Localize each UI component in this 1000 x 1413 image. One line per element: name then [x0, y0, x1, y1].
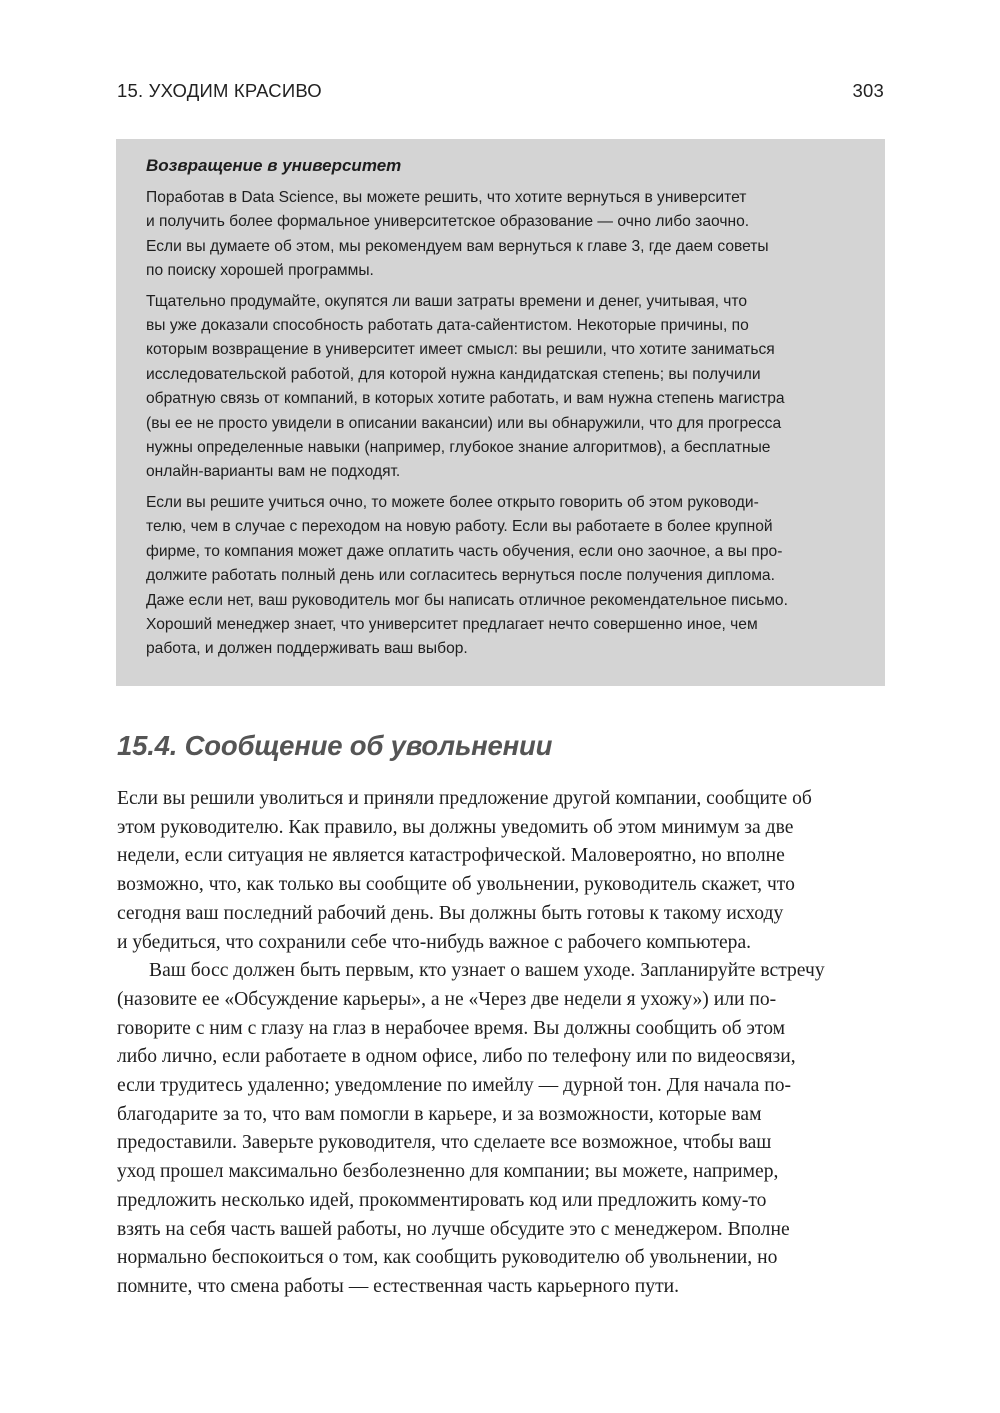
chapter-title: 15. УХОДИМ КРАСИВО [117, 80, 322, 101]
body-paragraph: Ваш босс должен быть первым, кто узнает о вашем уходе. Запланируйте встречу (назовите ее «Обсуждение карьеры», а не «Через две недели я ухожу») или по- говорите с ним с глазу на глаз в нерабочее время. Вы должны сообщить об этом либо лично, если работаете в одном офисе, либо по телефону или по видеосвязи, если трудитесь удаленно; уведомление по имейлу — дурной тон. Для начала по- благодарите за то, что вам помогли в карьере, и за возможности, которые вам предоставили. Заверьте руководителя, что сделаете все возможное, чтобы ваш уход прошел максимально безболезненно для компании; вы можете, например, предложить несколько идей, прокомментировать код или предложить кому-то взять на себя часть вашей работы, но лучше обсудите это с менеджером. Вполне нормально беспокоиться о том, как сообщить руководителю об увольнении, но помните, что смена работы — естественная часть карьерного пути. [117, 960, 825, 1297]
page-number: 303 [852, 80, 884, 101]
running-header [117, 80, 884, 110]
sidebar-paragraph: Тщательно продумайте, окупятся ли ваши затраты времени и денег, учитывая, что вы уже доказали способность работать дата-сайентистом. Некоторые причины, по которым возвращение в университет имеет смысл: вы решили, что хотите заниматься исследовательской работой, для которой нужна кандидатская степень; вы получили обратную связь от компаний, в которых хотите работать, и вам нужна степень магистра (вы ее не просто увидели в описании вакансии) или вы обнаружили, что для прогресса нужны определенные навыки (например, глубокое знание алгоритмов), а бесплатные онлайн-варианты вам не подходят. [146, 292, 785, 481]
body-text [117, 785, 885, 1302]
sidebar-box [116, 139, 885, 686]
section-heading: 15.4. Сообщение об увольнении [117, 730, 553, 761]
sidebar-paragraph: Если вы решите учиться очно, то можете более открыто говорить об этом руководи- телю, чем в случае с переходом на новую работу. Если вы работаете в более крупной фирме, то компания может даже оплатить часть обучения, если оно заочное, а вы про- должите работать полный день или согласитесь вернуться после получения диплома. Даже если нет, ваш руководитель мог бы написать отличное рекомендательное письмо. Хороший менеджер знает, что университет предлагает нечто совершенно иное, чем работа, и должен поддерживать ваш выбор. [146, 493, 788, 658]
sidebar-paragraph: Поработав в Data Science, вы можете решить, что хотите вернуться в университет и получить более формальное университетское образование — очно либо заочно. Если вы думаете об этом, мы рекомендуем вам вернуться к главе 3, где даем советы по поиску хорошей программы. [146, 189, 769, 280]
sidebar-title: Возвращение в университет [146, 156, 402, 175]
body-paragraph: Если вы решили уволиться и приняли предложение другой компании, сообщите об этом руководителю. Как правило, вы должны уведомить об этом минимум за две недели, если ситуация не является катастрофической. Маловероятно, но вполне возможно, что, как только вы сообщите об увольнении, руководитель скажет, что сегодня ваш последний рабочий день. Вы должны быть готовы к такому исходу и убедиться, что сохранили себе что-нибудь важное с рабочего компьютера. [117, 788, 812, 953]
